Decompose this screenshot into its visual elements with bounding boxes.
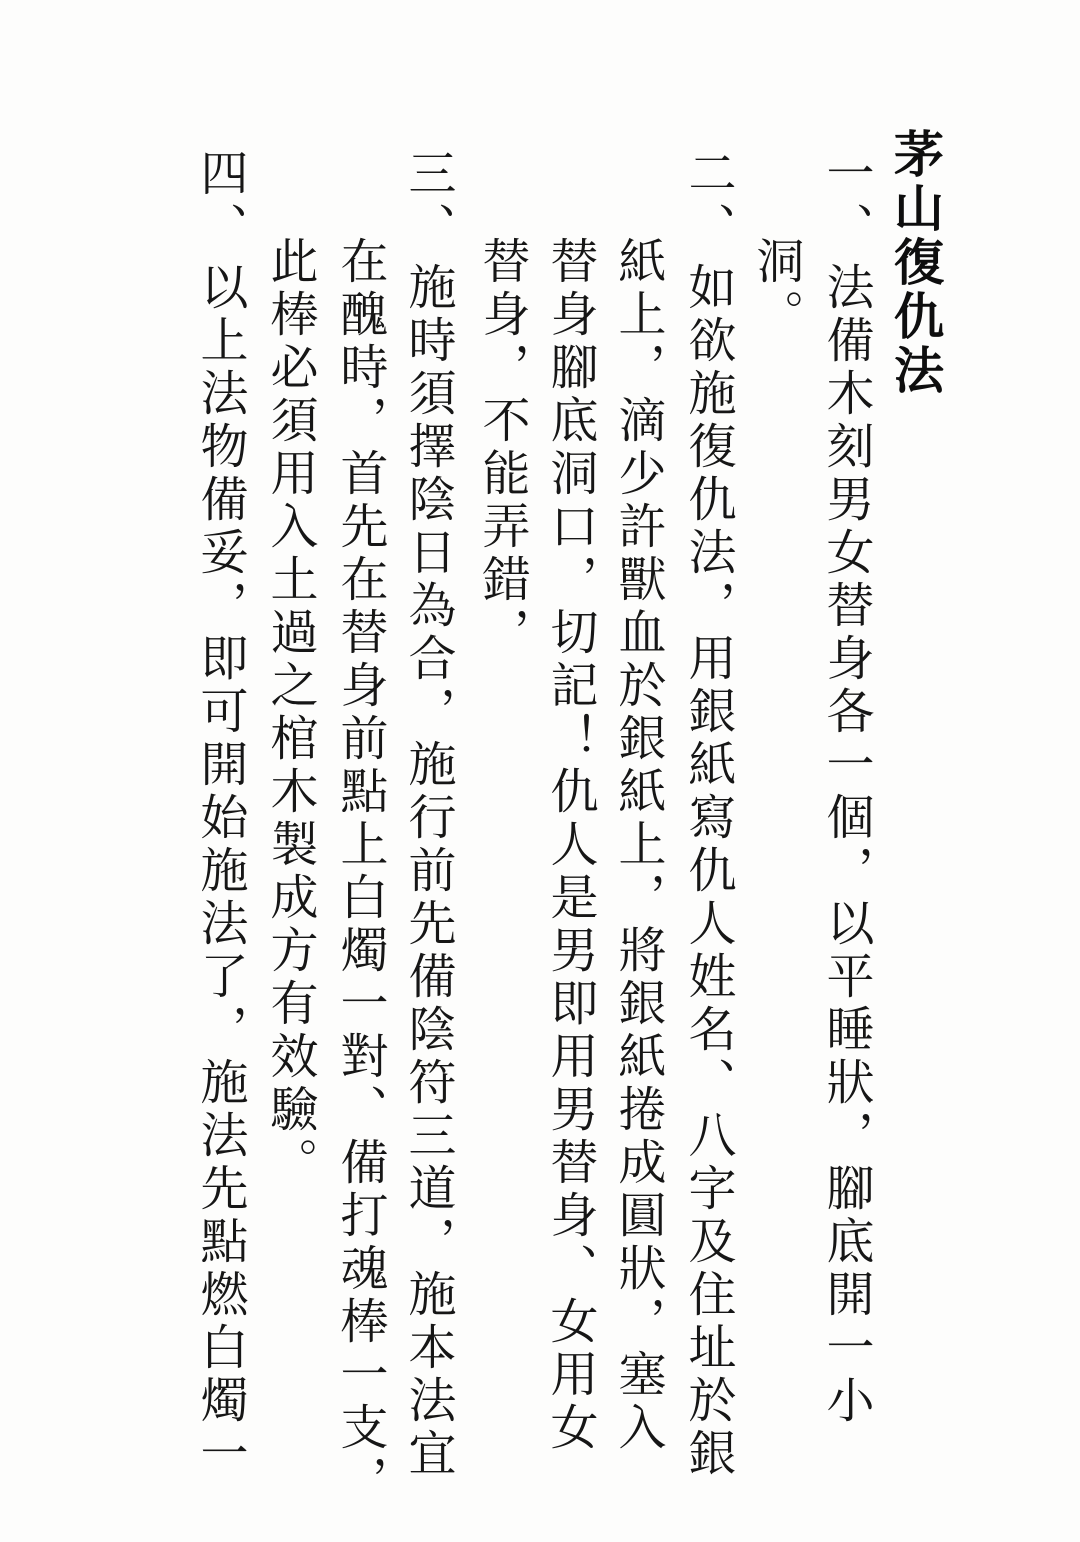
item-3-marker: 三、: [400, 148, 456, 256]
item-3-line-1: 施時須擇陰日為合，施行前先備陰符三道，施本法宜: [400, 262, 456, 1481]
item-2-line-1: 如欲施復仇法，用銀紙寫仇人姓名、八字及住址於銀: [680, 262, 736, 1481]
item-2-line-2: 紙上，滴少許獸血於銀紙上，將銀紙捲成圓狀，塞入: [610, 236, 666, 1455]
item-3-line-2: 在醜時，首先在替身前點上白燭一對、備打魂棒一支，: [332, 236, 388, 1508]
item-2-line-4: 替身，不能弄錯，: [474, 236, 530, 660]
item-4-line-1: 以上法物備妥，即可開始施法了，施法先點燃白燭一: [192, 262, 248, 1481]
item-1-marker: 一、: [818, 148, 874, 256]
item-2-line-3: 替身腳底洞口，切記！仇人是男即用男替身、女用女: [542, 236, 598, 1455]
document-title: 茅山復仇法: [886, 128, 945, 398]
item-1-line-2: 洞。: [748, 236, 804, 342]
item-3-line-3: 此棒必須用入土過之棺木製成方有效驗。: [262, 236, 318, 1190]
item-1-line-1: 法備木刻男女替身各一個，以平睡狀，腳底開一小: [818, 262, 874, 1428]
item-4-marker: 四、: [192, 148, 248, 256]
item-2-marker: 二、: [680, 148, 736, 256]
